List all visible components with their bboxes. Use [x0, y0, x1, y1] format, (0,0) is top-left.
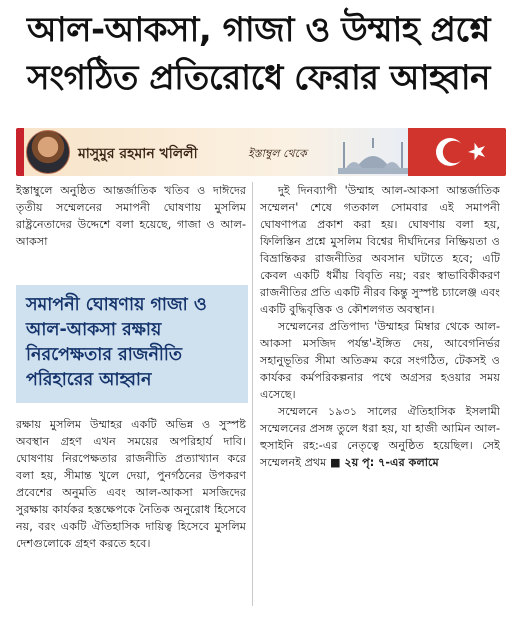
article-column-left-top — [16, 182, 246, 250]
article-paragraph-last — [260, 403, 500, 471]
headline-line-1: আল-আকসা, গাজা ও উম্মাহ প্রশ্নে — [27, 10, 490, 50]
article-paragraph: রক্ষায় মুসলিম উম্মাহর একটি অভিন্ন ও সুস্পষ্ট অবস্থান গ্রহণ এখন সময়ের অপরিহার্য দাবি। ঘোষণায় নিরপেক্ষতার রাজনীতি প্রত্যাখ্যান করে বলা হয়, সীমান্ত খুলে দেয়া, পুনর্গঠনের উপকরণ প্রবেশের অনুমতি এবং আল-আকসা মসজিদের সুরক্ষায় কার্যকর হস্তক্ষেপকে নৈতিক অনুরোধ হিসেবে নয়, বরং একটি ঐতিহাসিক দায়িত্ব হিসেবে মুসলিম দেশগুলোকে গ্রহণ করতে হবে। — [16, 418, 246, 550]
headline-line-2: সংগঠিত প্রতিরোধে ফেরার আহ্বান — [27, 58, 490, 98]
byline-accent-bar — [16, 128, 24, 176]
article-column-left-bottom — [16, 416, 246, 552]
author-name: মাসুমুর রহমান খলিলী — [78, 146, 198, 162]
article-paragraph: সম্মেলনের প্রতিপাদ্য 'উম্মাহর মিম্বার থেকে আল-আকসা মসজিদ পর্যন্ত'-ইঙ্গিত দেয়, আবেগনির্ভর সহানুভূতির সীমা অতিক্রম করে সংগঠিত, টেকসই ও কার্যকর কর্মপরিকল্পনার পথে অগ্রসর হওয়ার সময় এসেছে। — [260, 320, 500, 401]
column-divider — [252, 182, 253, 606]
author-location: ইস্তাম্বুল থেকে — [248, 147, 307, 160]
turkey-flag-icon — [408, 128, 506, 176]
article-paragraph-text: সম্মেলনে ১৯৩১ সালের ঐতিহাসিক ইসলামী সম্মেলনের প্রসঙ্গ তুলে ধরা হয়, যা হাজী আমিন আল-হুসাইনি রহ:-এর নেতৃত্বে অনুষ্ঠিত হয়েছিল। সেই সম্মেলনই প্রথম — [260, 405, 500, 469]
article-paragraph: ইস্তাম্বুলে অনুষ্ঠিত আন্তর্জাতিক খতিব ও দাঈদের তৃতীয় সম্মেলনের সমাপনী ঘোষণায় মুসলিম রাষ্ট্রনেতাদের উদ্দেশে বলা হয়েছে, গাজা ও আল-আকসা — [16, 184, 246, 248]
author-avatar — [26, 130, 70, 174]
byline-banner — [16, 128, 506, 176]
headline — [0, 6, 517, 102]
mosque-skyline-icon — [338, 134, 408, 174]
article-column-right — [260, 182, 500, 471]
pull-quote: সমাপনী ঘোষণায় গাজা ও আল-আকসা রক্ষায় নিরপেক্ষতার রাজনীতি পরিহারের আহ্বান — [16, 285, 248, 403]
article-paragraph: দুই দিনব্যাপী 'উম্মাহ আল-আকসা আন্তর্জাতিক সম্মেলন' শেষে গতকাল সোমবার এই সমাপনী ঘোষণাপত্র প্রকাশ করা হয়। ঘোষণায় বলা হয়, ফিলিস্তিন প্রশ্নে মুসলিম বিশ্বের দীর্ঘদিনের নিষ্ক্রিয়তা ও বিভ্রান্তিকর রাজনীতির অবসান ঘটাতে হবে; এটি কেবল একটি ধর্মীয় বিবৃতি নয়; বরং স্বাভাবিকীকরণ রাজনীতির প্রতি একটি নীরব কিন্তু সুস্পষ্ট চ্যালেঞ্জ এবং একটি বুদ্ধিবৃত্তিক ও কৌশলগত অবস্থান। — [260, 184, 500, 316]
continuation-jump-link[interactable]: ■ ২য় পৃ: ৭-এর কলামে — [329, 456, 439, 469]
